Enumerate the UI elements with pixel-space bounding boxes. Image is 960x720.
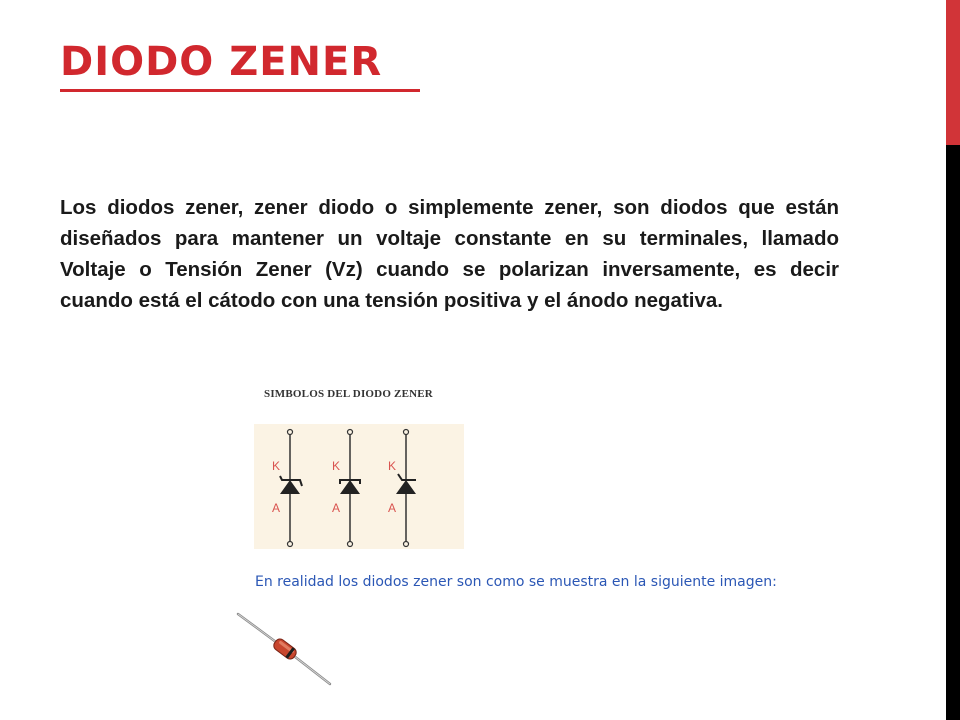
cathode-label: K bbox=[332, 459, 341, 473]
zener-symbol-2 bbox=[332, 430, 360, 547]
accent-bar-red bbox=[946, 0, 960, 145]
zener-symbols-figure bbox=[254, 424, 464, 549]
slide-title: DIODO ZENER bbox=[60, 39, 383, 85]
cathode-label: K bbox=[272, 459, 281, 473]
anode-label: A bbox=[332, 501, 341, 515]
zener-symbol-3 bbox=[388, 430, 416, 547]
cathode-label: K bbox=[388, 459, 397, 473]
real-component-caption: En realidad los diodos zener son como se muestra en la siguiente imagen: bbox=[255, 574, 777, 590]
accent-bar-black bbox=[946, 145, 960, 720]
zener-symbol-1 bbox=[272, 430, 302, 547]
anode-label: A bbox=[388, 501, 397, 515]
anode-label: A bbox=[272, 501, 281, 515]
symbols-caption: SIMBOLOS DEL DIODO ZENER bbox=[264, 388, 433, 400]
zener-diode-photo bbox=[232, 604, 336, 690]
slide-body-text: Los diodos zener, zener diodo o simplemente zener, son diodos que están diseñados para mantener un voltaje constante en su terminales, llamado Voltaje o Tensión Zener (Vz) cuando se polarizan inversamente, es decir cuando está el cátodo con una tensión positiva y el ánodo negativa. bbox=[60, 196, 839, 312]
title-underline bbox=[60, 89, 420, 92]
